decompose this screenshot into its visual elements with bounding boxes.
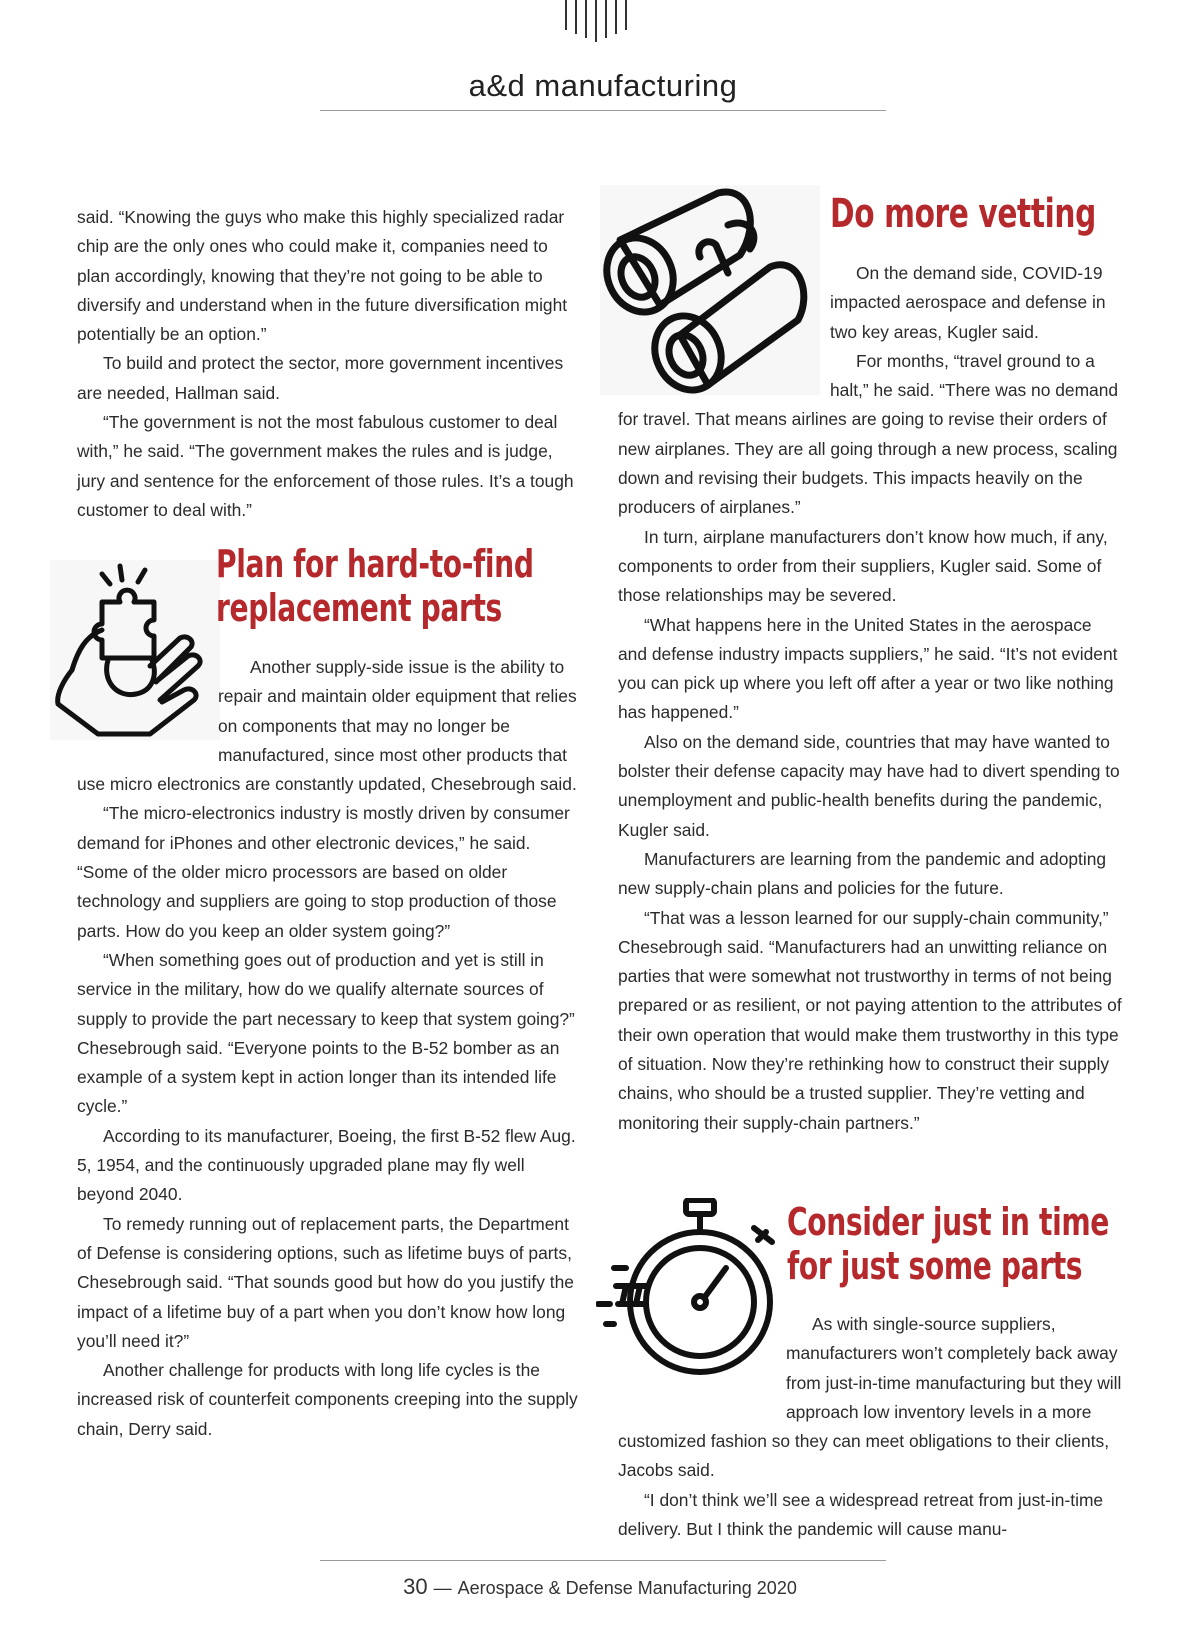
float-spacer — [77, 653, 218, 741]
paragraph: “When something goes out of production and yet is still in service in the military, how do we qualify alternate sources of supply to provide the part necessary to keep that system going?” Chesebrough said. “Everyone points to the B-52 bomber as an example of a system kept in action longer than its intended life cycle.” — [77, 949, 575, 1117]
heading-just-in-time — [787, 1200, 1109, 1288]
float-spacer — [618, 259, 830, 405]
paragraph: Another supply-side issue is the ability to repair and maintain older equipment that relies on components that may no longer be manufactured, since most other products that use micro electronics are constantly updated, Chesebrough said. — [77, 657, 577, 795]
paragraph: “That was a lesson learned for our supply-chain community,” Chesebrough said. “Manufacturers had an unwitting reliance on parties that were somewhat not trustworthy in terms of not being prepared or as resilient, or not paying attention to the attributes of their own operation that would make them trustworthy in this type of situation. Now they’re rethinking how to construct their supply chains, who should be a trusted supplier. They’re vetting and monitoring their supply-chain partners.” — [618, 907, 1122, 1133]
paragraph: said. “Knowing the guys who make this highly specialized radar chip are the only ones who could make it, companies need to plan accordingly, knowing that they’re not going to be able to diversify and understand when in the future diversification might potentially be an option.” — [77, 207, 568, 345]
publication-name: Aerospace & Defense Manufacturing 2020 — [457, 1578, 797, 1598]
heading-line: replacement parts — [216, 586, 502, 630]
footer-rule — [320, 1560, 886, 1561]
paragraph: For months, “travel ground to a halt,” he said. “There was no demand for travel. That means airlines are going to revise their orders of new airplanes. They are all going through a new process, scaling down and revising their budgets. This impacts heavily on the producers of airplanes.” — [618, 350, 1119, 518]
footer-dash: — — [433, 1578, 452, 1598]
left-column-bottom — [77, 653, 582, 1444]
page-footer — [0, 1574, 1200, 1600]
paragraph: On the demand side, COVID-19 impacted aerospace and defense in two key areas, Kugler said. — [830, 263, 1106, 342]
paragraph: “I don’t think we’ll see a widespread retreat from just-in-time delivery. But I think the pandemic will cause manu- — [618, 1489, 1104, 1540]
heading-line: Consider just in time — [787, 1200, 1109, 1244]
page-number: 30 — [403, 1574, 428, 1599]
right-column-bottom — [618, 1310, 1123, 1544]
left-column-top — [77, 203, 582, 525]
heading-line: for just some parts — [787, 1244, 1083, 1288]
right-column-top — [618, 259, 1123, 1138]
paragraph: Also on the demand side, countries that may have wanted to bolster their defense capacity may have had to divert spending to unemployment and public-health benefits during the pandemic, Kugler said. — [618, 731, 1120, 840]
heading-do-more-vetting: Do more vetting — [830, 191, 1096, 237]
paragraph: According to its manufacturer, Boeing, the first B-52 flew Aug. 5, 1954, and the continuously upgraded plane may fly well beyond 2040. — [77, 1125, 576, 1205]
paragraph: “The government is not the most fabulous customer to deal with,” he said. “The government makes the rules and is judge, jury and sentence for the enforcement of those rules. It’s a tough customer to deal with.” — [77, 412, 574, 520]
section-title: a&d manufacturing — [468, 68, 738, 103]
heading-replacement-parts — [216, 542, 534, 630]
paragraph: To remedy running out of replacement parts, the Department of Defense is considering options, such as lifetime buys of parts, Chesebrough said. “That sounds good but how do you justify the impact of a lifetime buy of a part when you don’t know how long you’ll need it?” — [77, 1213, 574, 1351]
paragraph: “The micro-electronics industry is mostly driven by consumer demand for iPhones and other electronic devices,” he said. “Some of the older micro processors are based on older technology and suppliers are going to stop production of those parts. How do you keep an older system going?” — [77, 803, 570, 941]
float-spacer — [618, 1310, 786, 1398]
paragraph: Manufacturers are learning from the pandemic and adopting new supply-chain plans and policies for the future. — [618, 848, 1107, 899]
paragraph: In turn, airplane manufacturers don’t know how much, if any, components to order from their suppliers, Kugler said. Some of those relationships may be severed. — [618, 526, 1108, 606]
paragraph: “What happens here in the United States in the aerospace and defense industry impacts suppliers,” he said. “It’s not evident you can pick up where you left off after a year or two like nothing has happened.” — [618, 614, 1118, 723]
paragraph: To build and protect the sector, more government incentives are needed, Hallman said. — [77, 353, 564, 403]
heading-line: Plan for hard-to-find — [216, 542, 534, 586]
header-rule — [320, 110, 886, 111]
header-decoration-lines — [562, 0, 642, 44]
paragraph: Another challenge for products with long life cycles is the increased risk of counterfeit components creeping into the supply chain, Derry said. — [77, 1360, 578, 1439]
paragraph: As with single-source suppliers, manufacturers won’t completely back away from just-in-time manufacturing but they will approach low inventory levels in a more customized fashion so they can meet obligations to their clients, Jacobs said. — [618, 1314, 1122, 1481]
